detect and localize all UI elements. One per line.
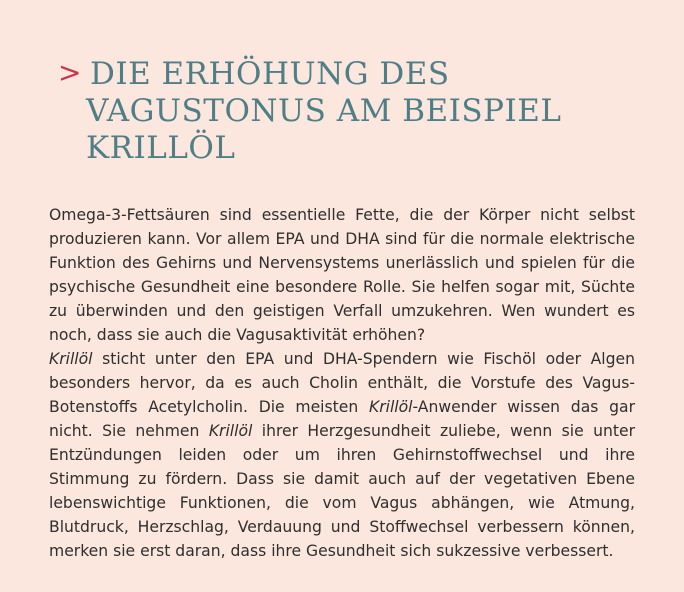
- heading-line-3: KRILLÖL: [86, 130, 236, 166]
- paragraph-text: -Anwender wissen das gar nicht. Sie nehmen: [49, 398, 635, 440]
- krilloel-term: Krillöl: [208, 422, 253, 440]
- paragraph-omega3: Omega-3-Fettsäuren sind essentielle Fette, die der Körper nicht selbst produzieren kann. Vor allem EPA und DHA sind für die normale elektrische Funktion des Gehirns und Nervensystems unerlässlich und spielen für die psychische Gesundheit eine besondere Rolle. Sie helfen sogar mit, Süchte zu überwinden und den geistigen Verfall umzukehren. Wen wundert es noch, dass sie auch die Vagusaktivität erhöhen?: [49, 206, 635, 344]
- section-heading: [58, 56, 658, 167]
- krilloel-term: Krillöl: [369, 398, 413, 416]
- paragraph-text: sticht unter den EPA und DHA-Spendern wie Fischöl oder Algen besonders hervor, da es auch Cholin enthält, die Vorstufe des Vagus-Botenstoffs Acetylcholin. Die meisten: [49, 350, 635, 416]
- heading-line-2: VAGUSTONUS AM BEISPIEL: [86, 93, 562, 129]
- heading-marker: >: [58, 56, 82, 89]
- heading-line-1-text: DIE ERHÖHUNG DES: [89, 56, 450, 92]
- paragraph-krilloel: [49, 347, 635, 563]
- heading-line-1: [58, 56, 658, 93]
- body-text: [49, 203, 635, 563]
- paragraph-text: ihrer Herzgesundheit zuliebe, wenn sie unter Entzündungen leiden oder um ihren Gehirnstoffwechsel und ihre Stimmung zu fördern. Dass sie damit auch auf der vegetativen Ebene lebenswichtige Funktionen, die vom Vagus abhängen, wie Atmung, Blutdruck, Herzschlag, Verdauung und Stoffwechsel verbessern können, merken sie erst daran, dass ihre Gesundheit sich sukzessive verbessert.: [49, 422, 635, 560]
- krilloel-term: Krillöl: [49, 350, 93, 368]
